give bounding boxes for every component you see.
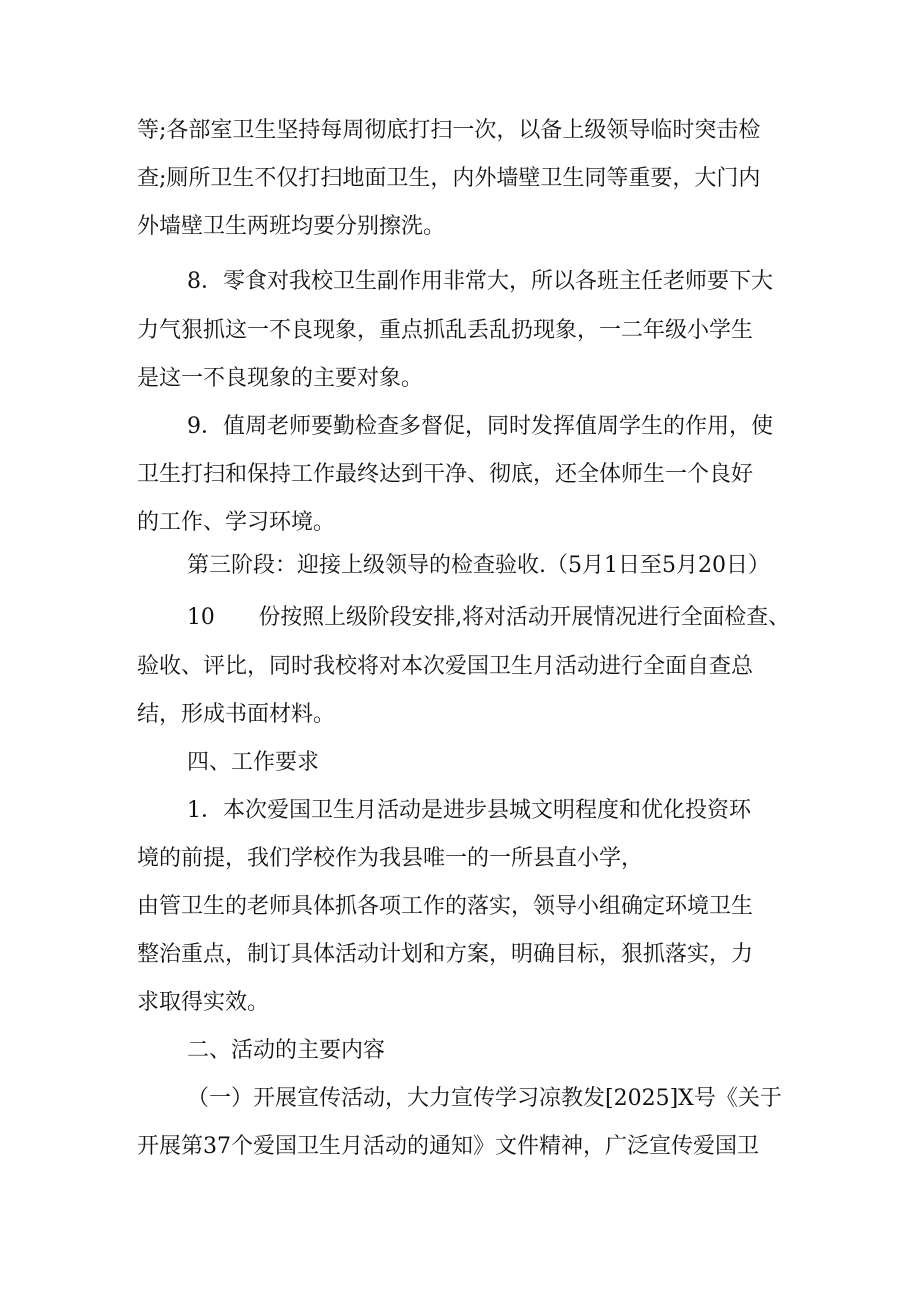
text-line: 卫生打扫和保持工作最终达到干净、彻底，还全体师生一个良好 (137, 462, 754, 487)
text-line: 查;厕所卫生不仅打扫地面卫生，内外墙壁卫生同等重要，大门内 (137, 166, 761, 191)
text-line: 由管卫生的老师具体抓各项工作的落实，领导小组确定环境卫生 (137, 894, 754, 919)
text-line: 外墙壁卫生两班均要分别擦洗。 (137, 214, 446, 239)
text-line: 力气狠抓这一不良现象，重点抓乱丢乱扔现象，一二年级小学生 (137, 318, 754, 343)
text-line: 是这一不良现象的主要对象。 (137, 366, 424, 391)
text-line: 等;各部室卫生坚持每周彻底打扫一次，以备上级领导临时突击检 (137, 118, 761, 143)
text-line: 整治重点，制订具体活动计划和方案，明确目标，狠抓落实，力 (137, 942, 754, 967)
text-line: 验收、评比，同时我校将对本次爱国卫生月活动进行全面自查总 (137, 654, 754, 679)
section-heading: 第三阶段：迎接上级领导的检查验收.（5月1日至5月20日） (187, 553, 770, 578)
text-line: 的工作、学习环境。 (137, 510, 336, 535)
text-line: 求取得实效。 (137, 990, 270, 1015)
text-line: 开展第37个爱国卫生月活动的通知》文件精神，广泛宣传爱国卫 (137, 1134, 759, 1159)
text-line: 8．零食对我校卫生副作用非常大，所以各班主任老师要下大 (187, 269, 773, 294)
text-line: 结，形成书面材料。 (137, 702, 336, 727)
text-line: （一）开展宣传活动，大力宣传学习凉教发[2025]X号《关于 (187, 1086, 782, 1111)
section-heading: 四、工作要求 (187, 750, 320, 775)
text-line: 1．本次爱国卫生月活动是进步县城文明程度和优化投资环 (187, 798, 751, 823)
text-line: 10 份按照上级阶段安排,将对活动开展情况进行全面检查、 (187, 605, 790, 630)
text-line: 9．值周老师要勤检查多督促，同时发挥值周学生的作用，使 (187, 414, 773, 439)
section-heading: 二、活动的主要内容 (187, 1038, 386, 1063)
text-line: 境的前提，我们学校作为我县唯一的一所县直小学， (137, 846, 644, 871)
